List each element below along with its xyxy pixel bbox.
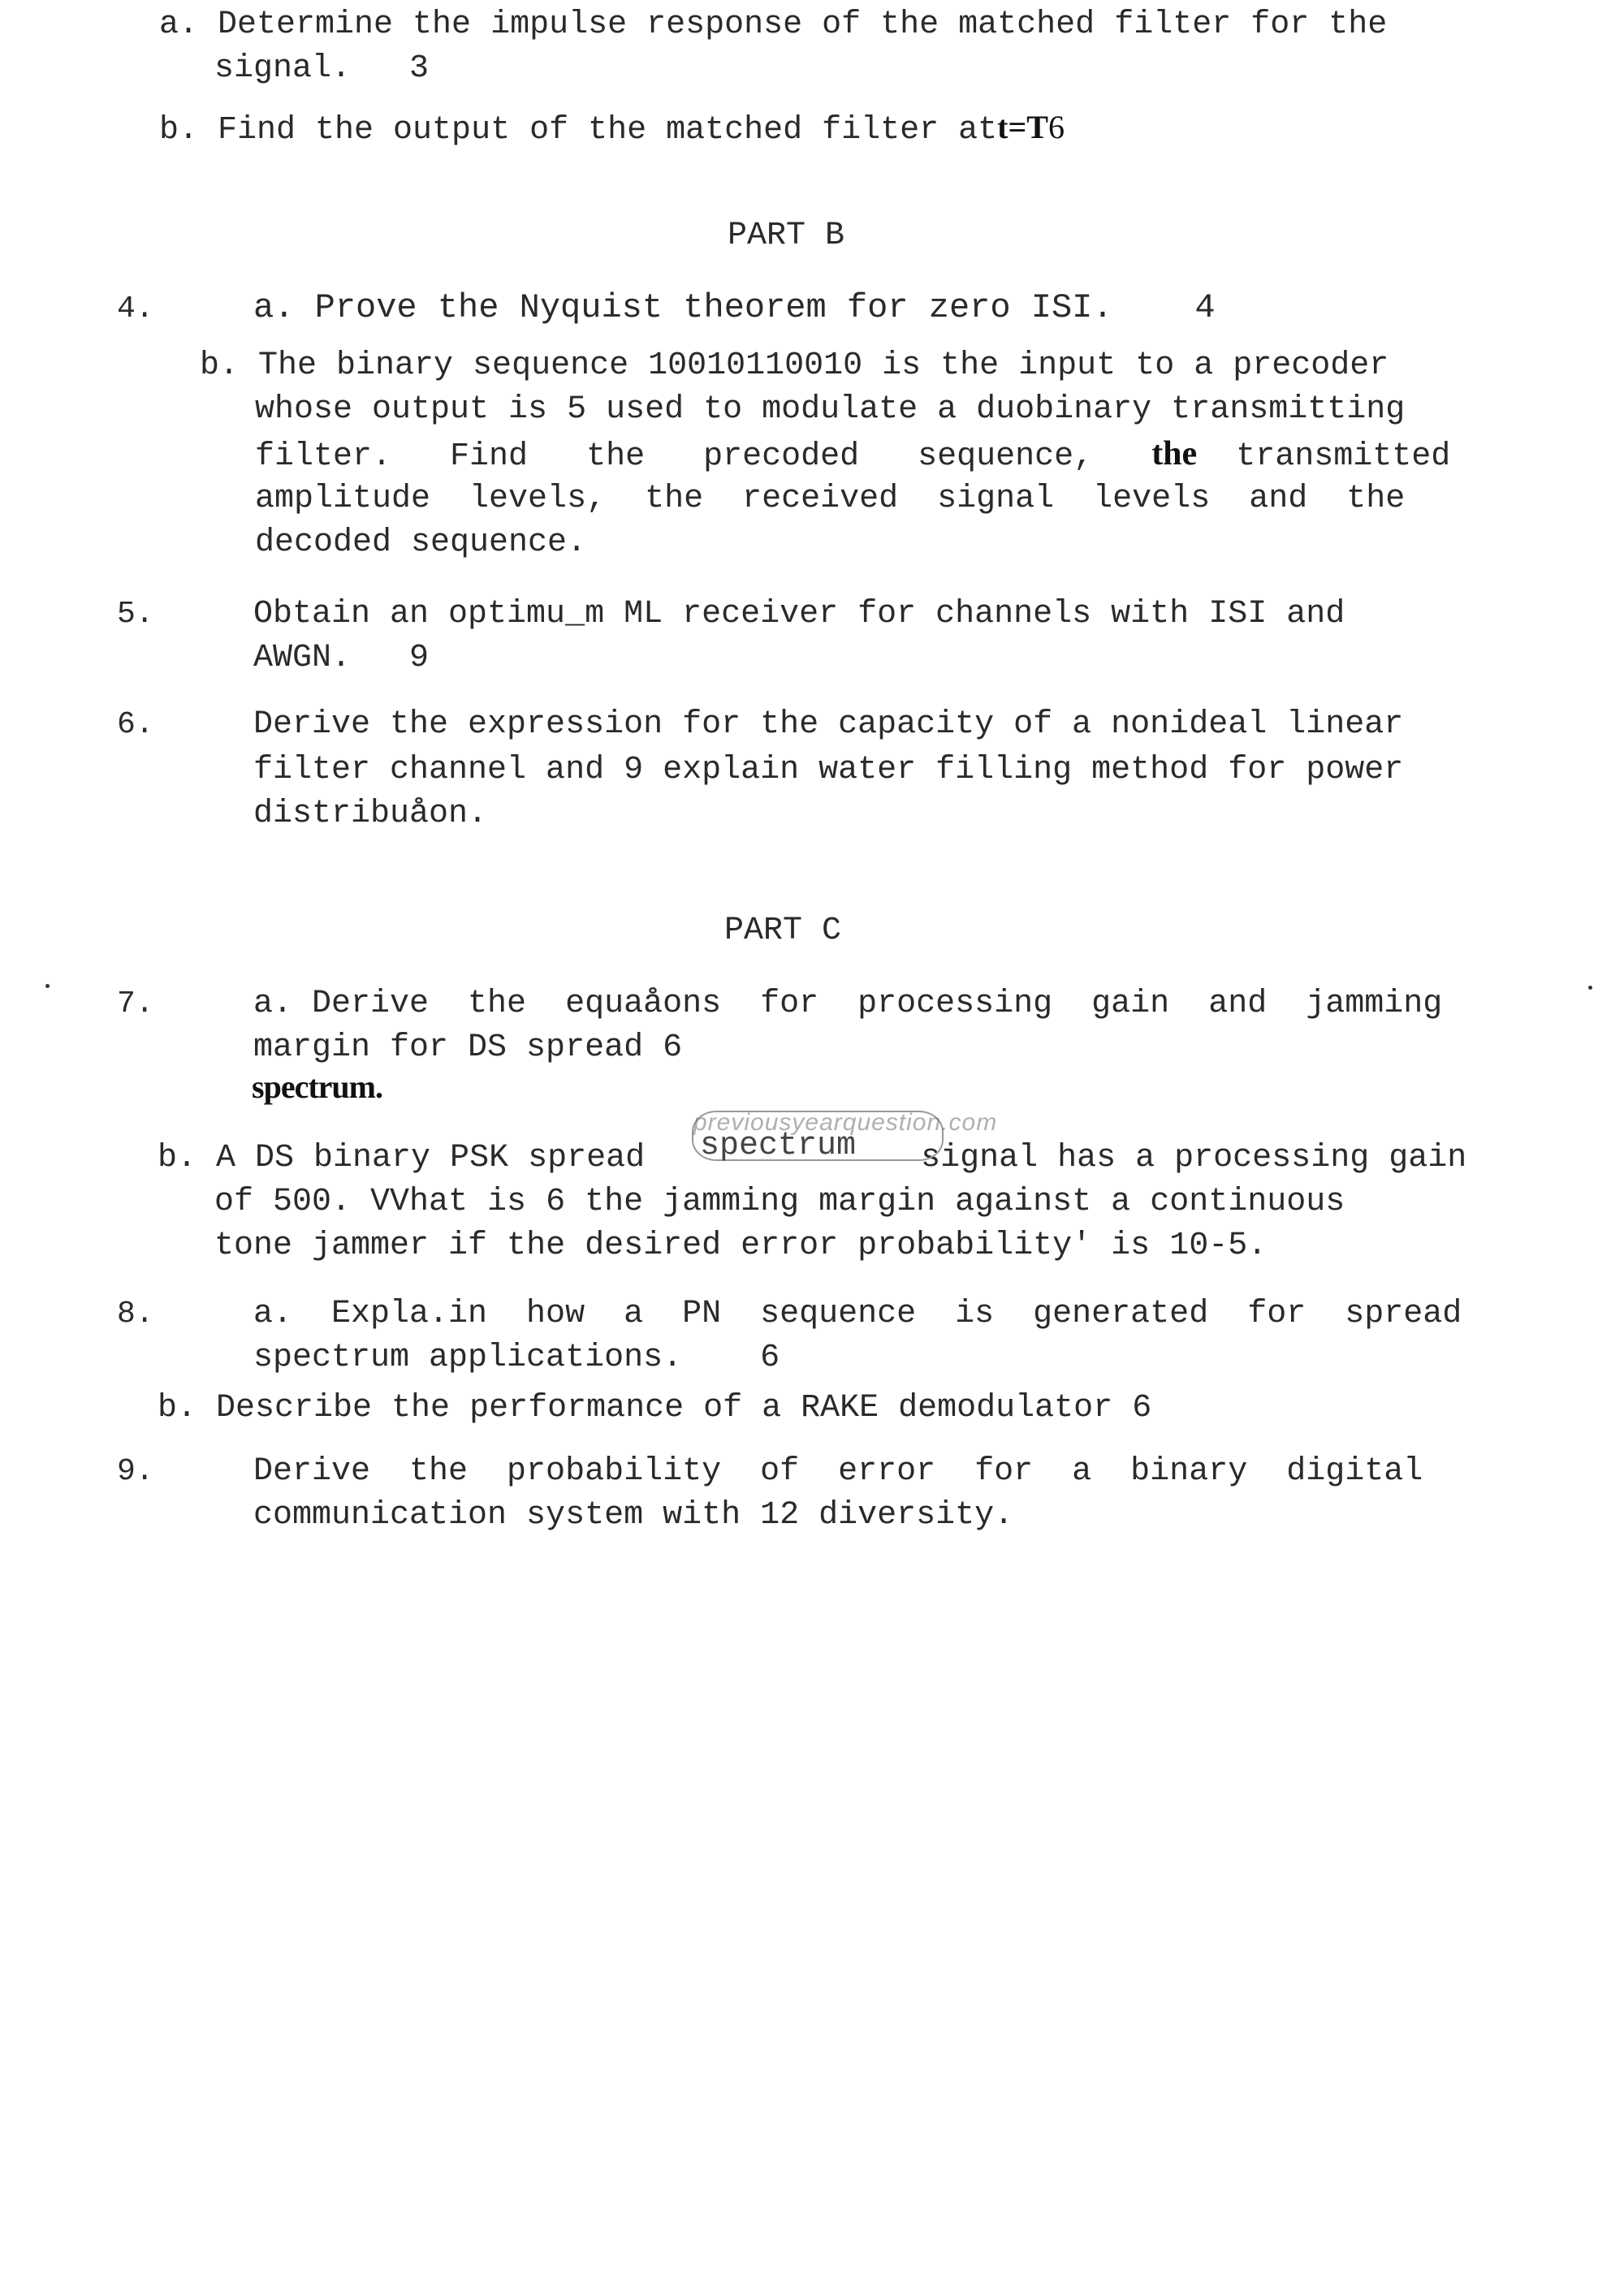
- q5-line1: Obtain an optimu_m ML receiver for channels with ISI and: [253, 596, 1345, 632]
- q4-number: 4.: [117, 291, 154, 326]
- q6-number: 6.: [117, 707, 154, 742]
- q3-b-equation: t=T: [997, 109, 1048, 145]
- q7-number: 7.: [117, 986, 154, 1021]
- q6-line3: distribuåon.: [253, 796, 488, 832]
- q3-b-marks: 6: [1047, 109, 1065, 145]
- watermark-stamp: [692, 1109, 998, 1164]
- q7-b-line1-end: signal has a processing gain: [921, 1140, 1467, 1176]
- q5-number: 5.: [117, 597, 154, 632]
- q7-a-line3: spectrum.: [252, 1068, 382, 1105]
- q7-a-line1: a. Derive the equaåons for processing gain and jamming: [253, 986, 1443, 1022]
- stray-dot-left: [45, 984, 50, 988]
- q5-line2: AWGN. 9: [253, 640, 430, 676]
- q9-line1: Derive the probability of error for a binary digital: [253, 1453, 1423, 1490]
- stray-dot-right: [1588, 986, 1592, 990]
- q4-b-line3: [255, 432, 1450, 479]
- q4-b-line3-start: filter. Find the precoded sequence,: [255, 438, 1094, 475]
- q9-number: 9.: [117, 1454, 154, 1489]
- q4-b-line4: amplitude levels, the received signal levels and the: [255, 481, 1406, 517]
- q3-a-line1: a. Determine the impulse response of the matched filter for the: [159, 6, 1388, 43]
- q8-a-line2: spectrum applications. 6: [253, 1340, 780, 1376]
- q3-a-line2: signal. 3: [214, 50, 430, 87]
- q3-b-text: b. Find the output of the matched filter at: [159, 112, 998, 149]
- q4-b-line3-end: transmitted: [1236, 438, 1451, 475]
- q4-b-line5: decoded sequence.: [255, 524, 587, 561]
- q6-line2: filter channel and 9 explain water filling method for power: [253, 752, 1404, 788]
- q4-b-line2: whose output is 5 used to modulate a duobinary transmitting: [255, 391, 1406, 428]
- q3-b-line: [159, 106, 1065, 153]
- q8-b-line: b. Describe the performance of a RAKE demodulator 6: [158, 1390, 1152, 1426]
- q8-a-line1: a. Expla.in how a PN sequence is generated for spread: [253, 1296, 1462, 1332]
- q7-b-line1-covered-word: spectrum: [700, 1128, 857, 1164]
- q9-line2: communication system with 12 diversity.: [253, 1497, 1014, 1534]
- part-b-heading: PART B: [728, 218, 845, 254]
- q6-line1: Derive the expression for the capacity of a nonideal linear: [253, 706, 1404, 743]
- part-c-heading: PART C: [724, 913, 842, 949]
- q7-b-line1-start: b. A DS binary PSK spread: [158, 1140, 665, 1176]
- q4-b-line3-bold: the: [1151, 435, 1198, 473]
- q7-b-line3: tone jammer if the desired error probability' is 10-5.: [214, 1228, 1268, 1264]
- q8-number: 8.: [117, 1297, 154, 1331]
- q7-a-line2: margin for DS spread 6: [253, 1029, 683, 1066]
- watermark-text: previousyearquestion.com: [693, 1109, 998, 1136]
- q4-b-line1: b. The binary sequence 10010110010 is the input to a precoder: [200, 347, 1389, 384]
- q4-a-line: a. Prove the Nyquist theorem for zero ISI. 4: [253, 288, 1216, 327]
- q7-b-line2: of 500. VVhat is 6 the jamming margin against a continuous: [214, 1184, 1345, 1220]
